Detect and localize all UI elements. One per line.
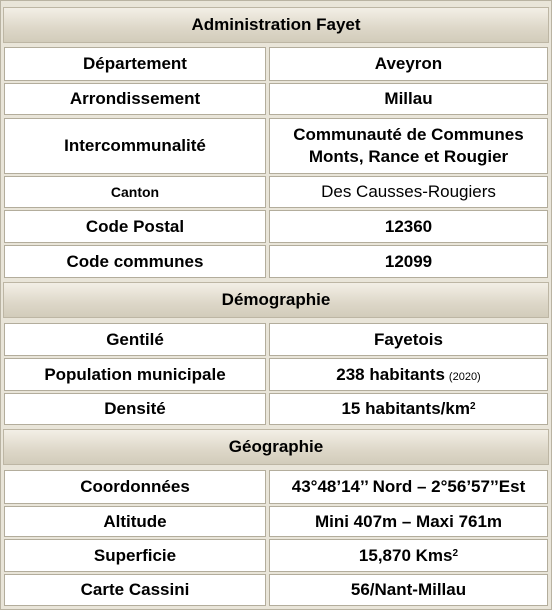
value-superficie: 15,870 Kms $^2$ xyxy=(269,539,548,572)
value-intercommunalite xyxy=(269,118,548,174)
label-code-postal: Code Postal xyxy=(4,210,266,243)
value-canton: Des Causses-Rougiers xyxy=(269,176,548,208)
section-title: Géographie xyxy=(228,437,324,456)
superficie-value: 15,870 Kms xyxy=(358,545,453,565)
table-row-population xyxy=(1,358,551,391)
table-row-departement xyxy=(1,47,551,81)
population-value: 238 habitants xyxy=(336,364,445,384)
section-title: Administration Fayet xyxy=(191,15,361,34)
label-superficie: Superficie xyxy=(4,539,266,572)
value-arrondissement: Millau xyxy=(269,83,548,115)
value-code-postal: 12360 xyxy=(269,210,548,243)
label-gentile: Gentilé xyxy=(4,323,266,356)
label-altitude: Altitude xyxy=(4,506,266,537)
label-population: Population municipale xyxy=(4,358,266,391)
label-arrondissement: Arrondissement xyxy=(4,83,266,115)
label-canton: Canton xyxy=(4,176,266,208)
table-row-code-postal xyxy=(1,210,551,243)
label-coordonnees: Coordonnées xyxy=(4,470,266,504)
value-population xyxy=(269,358,548,391)
table-row-carte-cassini xyxy=(1,574,551,606)
table-row-arrondissement xyxy=(1,83,551,115)
value-altitude: Mini 407m – Maxi 761m xyxy=(269,506,548,537)
table-row-coordonnees xyxy=(1,470,551,504)
value-coordonnees: 43°48’14’’ Nord – 2°56’57’’Est xyxy=(269,470,548,504)
label-densite: Densité xyxy=(4,393,266,425)
value-code-communes: 12099 xyxy=(269,245,548,278)
label-code-communes: Code communes xyxy=(4,245,266,278)
label-departement: Département xyxy=(4,47,266,81)
value-densite: 15 habitants/km $^2$ xyxy=(269,393,548,425)
value-carte-cassini: 56/Nant-Millau xyxy=(269,574,548,606)
section-header-administration xyxy=(3,7,549,43)
section-header-demographie xyxy=(3,282,549,318)
population-year: (2020) xyxy=(448,370,481,383)
section-header-geographie xyxy=(3,429,549,465)
label-intercommunalite: Intercommunalité xyxy=(4,118,266,174)
densite-value: 15 habitants/km xyxy=(341,399,470,418)
table-row-densite xyxy=(1,393,551,425)
table-row-gentile xyxy=(1,323,551,356)
table-row-superficie xyxy=(1,539,551,572)
value-line: Monts, Rance et Rougier xyxy=(308,147,509,166)
value-departement: Aveyron xyxy=(269,47,548,81)
label-carte-cassini: Carte Cassini xyxy=(4,574,266,606)
value-line: Communauté de Communes xyxy=(293,125,524,144)
table-row-intercommunalite xyxy=(1,118,551,174)
table-row-code-communes xyxy=(1,245,551,278)
table-row-canton xyxy=(1,176,551,208)
section-title: Démographie xyxy=(221,290,331,309)
value-gentile: Fayetois xyxy=(269,323,548,356)
table-row-altitude xyxy=(1,506,551,537)
